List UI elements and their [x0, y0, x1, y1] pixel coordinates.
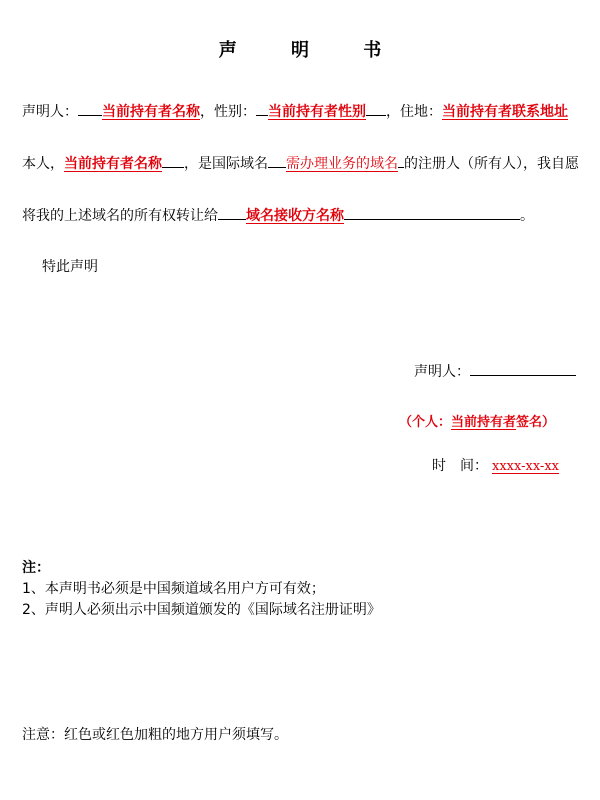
- holder-name-field[interactable]: 当前持有者名称: [102, 104, 200, 120]
- gender-label: ，性别：: [200, 104, 256, 120]
- signature-line: [414, 361, 576, 382]
- note-item: 2、声明人必须出示中国频道颁发的《国际域名注册证明》: [22, 602, 381, 618]
- signature-blank[interactable]: [470, 361, 576, 376]
- line2-mid: ，是国际域名: [184, 156, 268, 172]
- address-label: ，住地：: [386, 104, 442, 120]
- line3-suffix: 。: [520, 208, 534, 224]
- registrant-line: [22, 153, 579, 174]
- blank-underline: [218, 205, 246, 220]
- date-field[interactable]: xxxx-xx-xx: [492, 459, 559, 474]
- signature-hint-prefix: （个人：: [399, 415, 452, 430]
- date-line: [432, 456, 563, 477]
- blank-underline: [162, 153, 184, 168]
- blank-underline: [256, 101, 268, 116]
- signature-hint-suffix: 签名）: [516, 415, 556, 430]
- page-title: 声 明 书: [218, 40, 406, 61]
- blank-underline: [78, 101, 102, 116]
- footer-note: 注意：红色或红色加粗的地方用户须填写。: [22, 727, 288, 743]
- holder-name-field-2[interactable]: 当前持有者名称: [64, 156, 162, 172]
- line2-prefix: 本人，: [22, 156, 64, 172]
- domain-field[interactable]: 需办理业务的域名: [286, 156, 398, 172]
- declarant-label: 声明人：: [22, 104, 78, 120]
- hereby-declare: 特此声明: [42, 259, 98, 275]
- blank-underline: [344, 205, 520, 220]
- notes-heading: 注：: [22, 560, 50, 576]
- blank-underline: [366, 101, 386, 116]
- signature-label: 声明人：: [414, 364, 470, 380]
- transfer-line: [22, 205, 534, 226]
- holder-gender-field[interactable]: 当前持有者性别: [268, 104, 366, 120]
- signature-hint-name[interactable]: 当前持有者: [451, 415, 517, 430]
- blank-underline: [268, 153, 286, 168]
- line3-prefix: 将我的上述域名的所有权转让给: [22, 208, 218, 224]
- receiver-field[interactable]: 域名接收方名称: [246, 208, 344, 224]
- holder-address-field[interactable]: 当前持有者联系地址: [442, 104, 568, 120]
- line2-suffix: 的注册人（所有人），我自愿: [404, 156, 579, 172]
- note-item: 1、本声明书必须是中国频道域名用户方可有效；: [22, 581, 325, 597]
- declarant-line: [22, 101, 568, 122]
- signature-hint: [399, 413, 555, 433]
- date-label: 时 间：: [432, 458, 488, 474]
